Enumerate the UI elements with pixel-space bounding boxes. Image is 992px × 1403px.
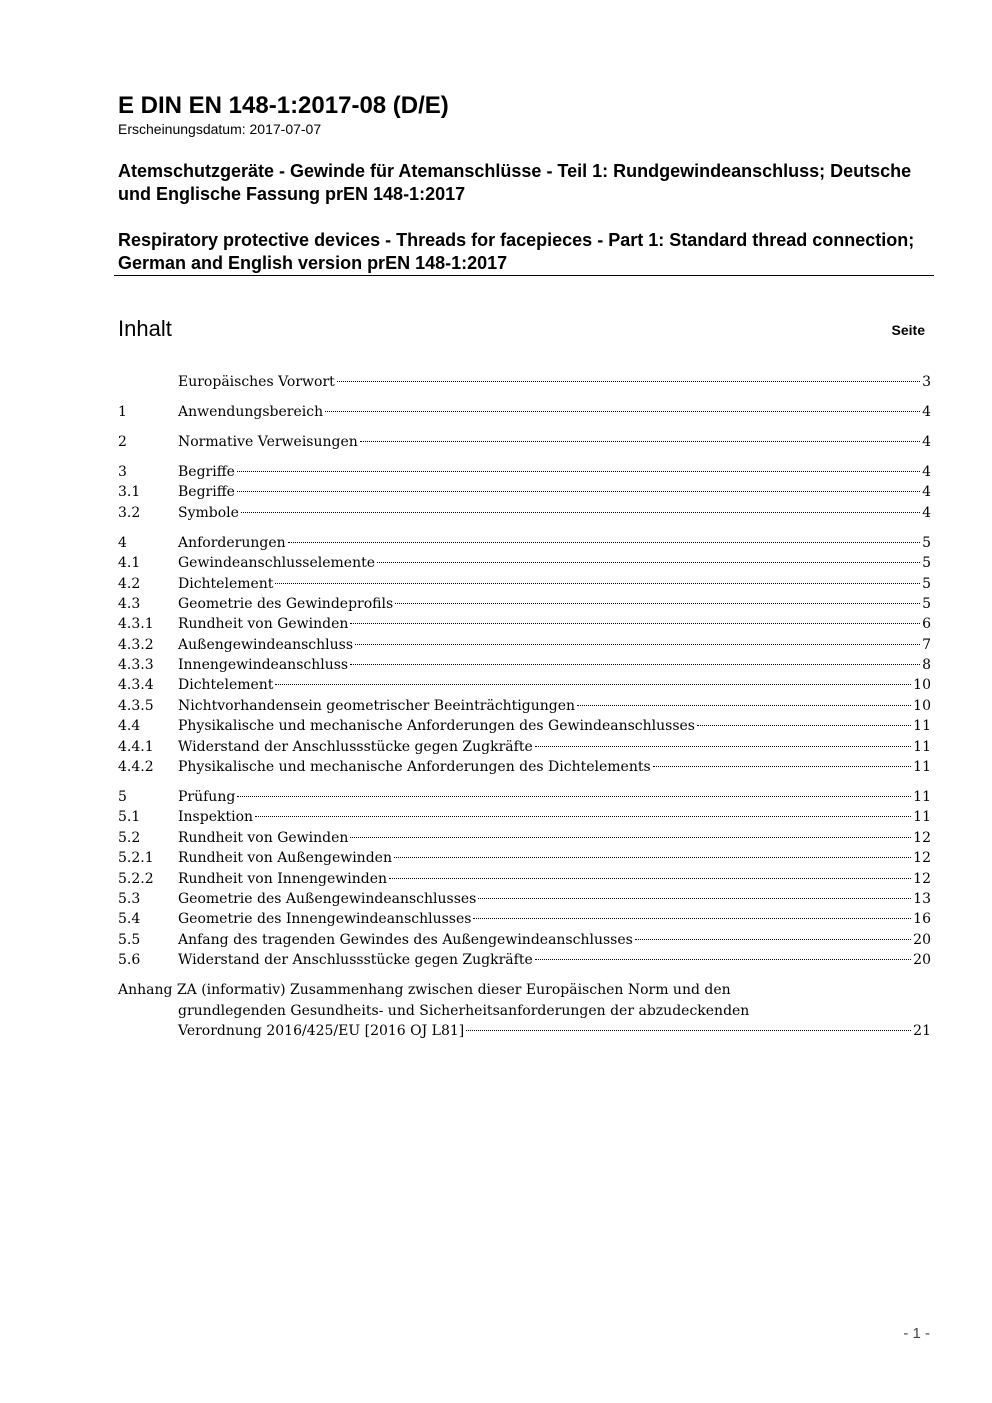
toc-entry-number: 4.4 bbox=[118, 718, 141, 735]
dot-leader bbox=[395, 603, 920, 604]
toc-entry-label: Anforderungen bbox=[178, 534, 286, 551]
dot-leader bbox=[473, 918, 911, 919]
toc-entry-number: 4.3.3 bbox=[118, 657, 154, 674]
toc-entry-label: Rundheit von Gewinden bbox=[178, 829, 349, 846]
toc-entry-page: 11 bbox=[913, 759, 931, 776]
annex-label-end: Verordnung 2016/425/EU [2016 OJ L81] bbox=[178, 1022, 465, 1039]
dot-leader bbox=[237, 491, 920, 492]
toc-entry-label: Rundheit von Gewinden bbox=[178, 616, 349, 633]
dot-leader bbox=[389, 878, 911, 879]
toc-entry-number: 5.5 bbox=[118, 931, 141, 948]
toc-entry[interactable] bbox=[118, 574, 931, 594]
toc-entry-label: Nichtvorhandensein geometrischer Beeinträchtigungen bbox=[178, 697, 576, 714]
toc-entry-label: Begriffe bbox=[178, 463, 235, 480]
toc-entry[interactable] bbox=[118, 675, 931, 695]
toc-entry[interactable] bbox=[118, 533, 931, 553]
toc-entry-number: 4.3.5 bbox=[118, 697, 154, 714]
toc-entry-page: 20 bbox=[913, 952, 931, 969]
toc-entry[interactable] bbox=[118, 889, 931, 909]
toc-entry-number: 3.1 bbox=[118, 484, 141, 501]
toc-entry-page: 5 bbox=[922, 575, 931, 592]
dot-leader bbox=[288, 542, 920, 543]
dot-leader bbox=[577, 705, 911, 706]
toc-entry-page: 10 bbox=[913, 677, 931, 694]
toc-entry-label: Anwendungsbereich bbox=[178, 403, 324, 420]
dot-leader bbox=[535, 746, 911, 747]
toc-entry[interactable] bbox=[118, 553, 931, 573]
toc-entry-page: 12 bbox=[913, 829, 931, 846]
toc-entry-number: 5.4 bbox=[118, 911, 141, 928]
dot-leader bbox=[337, 381, 920, 382]
toc-entry-number: 5.1 bbox=[118, 809, 141, 826]
toc-entry-page: 5 bbox=[922, 595, 931, 612]
toc-entry-number: 4.4.2 bbox=[118, 759, 154, 776]
dot-leader bbox=[350, 623, 920, 624]
dot-leader bbox=[653, 766, 912, 767]
toc-entry[interactable] bbox=[118, 372, 931, 392]
toc-entry-label: Geometrie des Gewindeprofils bbox=[178, 595, 394, 612]
toc-entry[interactable] bbox=[118, 807, 931, 827]
toc-entry-page: 4 bbox=[922, 433, 931, 450]
toc-entry-page: 6 bbox=[922, 616, 931, 633]
toc-entry-page: 5 bbox=[922, 534, 931, 551]
dot-leader bbox=[255, 816, 911, 817]
toc-entry[interactable] bbox=[118, 482, 931, 502]
toc-entry-label: Außengewindeanschluss bbox=[178, 636, 354, 653]
toc-entry-label: Geometrie des Außengewindeanschlusses bbox=[178, 890, 477, 907]
toc-entry-number: 4.3 bbox=[118, 595, 141, 612]
toc-entry-number: 2 bbox=[118, 433, 127, 450]
toc-entry[interactable] bbox=[118, 402, 931, 422]
annex-line-2: grundlegenden Gesundheits- und Sicherheitsanforderungen der abzudeckenden bbox=[178, 1002, 750, 1019]
toc-entry-page: 3 bbox=[922, 374, 931, 390]
toc-entry-label: Prüfung bbox=[178, 789, 236, 805]
toc-entry-number: 5.2 bbox=[118, 829, 141, 846]
dot-leader bbox=[377, 562, 920, 563]
toc-entry-number: 4.3.2 bbox=[118, 636, 154, 653]
toc-entry[interactable] bbox=[118, 869, 931, 889]
toc-entry[interactable] bbox=[118, 635, 931, 655]
toc-entry[interactable] bbox=[118, 462, 931, 482]
annex-page: 21 bbox=[913, 1022, 931, 1039]
toc-entry[interactable] bbox=[118, 909, 931, 929]
title-english: Respiratory protective devices - Threads for facepieces - Part 1: Standard thread connection; German and English version prEN 148-1:2017 bbox=[118, 230, 915, 273]
toc-entry-page: 16 bbox=[913, 911, 931, 928]
toc-entry-page: 10 bbox=[913, 697, 931, 714]
toc-entry-page: 4 bbox=[922, 504, 931, 521]
toc-entry-page: 13 bbox=[913, 890, 931, 907]
toc-entry-number: 1 bbox=[118, 403, 127, 420]
toc-entry-page: 8 bbox=[922, 657, 931, 674]
toc-entry-label: Rundheit von Außengewinden bbox=[178, 850, 392, 867]
toc-entry[interactable] bbox=[118, 696, 931, 716]
dot-leader bbox=[635, 939, 911, 940]
toc-entry-page: 4 bbox=[922, 484, 931, 501]
toc-entry[interactable] bbox=[118, 848, 931, 868]
toc-entry[interactable] bbox=[118, 716, 931, 736]
toc-entry-label: Rundheit von Innengewinden bbox=[178, 870, 388, 887]
toc-entry-label: Geometrie des Innengewindeanschlusses bbox=[178, 911, 472, 928]
toc-entry-number: 3.2 bbox=[118, 504, 141, 521]
toc-entry-label: Physikalische und mechanische Anforderungen des Gewindeanschlusses bbox=[178, 718, 695, 735]
toc-entry-label: Innengewindeanschluss bbox=[178, 657, 349, 674]
toc-entry[interactable] bbox=[118, 737, 931, 757]
dot-leader bbox=[241, 512, 920, 513]
title-divider bbox=[114, 275, 934, 276]
dot-leader bbox=[350, 664, 920, 665]
toc-entry-label: Dichtelement bbox=[178, 575, 274, 592]
toc-entry-label: Normative Verweisungen bbox=[178, 433, 358, 450]
toc-entry-page: 7 bbox=[922, 636, 931, 653]
toc-entry-page: 20 bbox=[913, 931, 931, 948]
toc-entry-number: 5.6 bbox=[118, 952, 141, 969]
dot-leader bbox=[535, 959, 911, 960]
toc-entry-label: Widerstand der Anschlussstücke gegen Zugkräfte bbox=[178, 738, 533, 755]
toc-entry-page: 5 bbox=[922, 555, 931, 572]
toc-heading: Inhalt bbox=[118, 316, 172, 341]
table-of-contents bbox=[118, 372, 931, 1041]
dot-leader bbox=[275, 583, 920, 584]
toc-entry-number: 4.3.4 bbox=[118, 677, 154, 694]
toc-entry-number: 5 bbox=[118, 789, 127, 805]
toc-entry[interactable] bbox=[118, 757, 931, 777]
toc-entry-number: 5.3 bbox=[118, 890, 141, 907]
title-german: Atemschutzgeräte - Gewinde für Atemanschlüsse - Teil 1: Rundgewindeanschluss; Deutsche und Englische Fassung prEN 148-1:2017 bbox=[118, 161, 912, 204]
toc-entry-label: Anfang des tragenden Gewindes des Außengewindeanschlusses bbox=[178, 931, 633, 948]
toc-entry-number: 4 bbox=[118, 534, 127, 551]
toc-entry-number: 5.2.1 bbox=[118, 850, 154, 867]
toc-entry-page: 11 bbox=[913, 718, 931, 735]
toc-entry[interactable] bbox=[118, 787, 931, 807]
dot-leader bbox=[275, 684, 911, 685]
toc-entry[interactable] bbox=[118, 614, 931, 634]
dot-leader bbox=[355, 644, 920, 645]
toc-entry-label: Dichtelement bbox=[178, 677, 274, 694]
toc-entry-label: Symbole bbox=[178, 504, 239, 521]
toc-entry-label: Physikalische und mechanische Anforderungen des Dichtelements bbox=[178, 759, 651, 776]
toc-annex-entry[interactable] bbox=[118, 980, 931, 1041]
toc-entry[interactable] bbox=[118, 930, 931, 950]
page-column-label: Seite bbox=[891, 322, 925, 338]
toc-entry-page: 12 bbox=[913, 870, 931, 887]
dot-leader bbox=[697, 725, 911, 726]
toc-entry-page: 11 bbox=[913, 738, 931, 755]
toc-entry[interactable] bbox=[118, 432, 931, 452]
toc-entry-number: 4.3.1 bbox=[118, 616, 154, 633]
toc-entry-number: 4.1 bbox=[118, 555, 141, 572]
toc-entry-number: 3 bbox=[118, 463, 127, 480]
toc-entry-label: Inspektion bbox=[178, 809, 254, 826]
toc-entry[interactable] bbox=[118, 594, 931, 614]
toc-entry-label: Gewindeanschlusselemente bbox=[178, 555, 375, 572]
page-number: - 1 - bbox=[903, 1325, 930, 1342]
dot-leader bbox=[350, 837, 911, 838]
toc-entry[interactable] bbox=[118, 828, 931, 848]
dot-leader bbox=[360, 441, 920, 442]
publication-date: Erscheinungsdatum: 2017-07-07 bbox=[118, 121, 322, 137]
dot-leader bbox=[466, 1030, 911, 1031]
toc-entry[interactable] bbox=[118, 655, 931, 675]
toc-entry-page: 4 bbox=[922, 463, 931, 480]
toc-entry-page: 11 bbox=[913, 809, 931, 826]
dot-leader bbox=[478, 898, 911, 899]
toc-entry-number: 4.2 bbox=[118, 575, 141, 592]
toc-entry-page: 12 bbox=[913, 850, 931, 867]
toc-entry-label: Widerstand der Anschlussstücke gegen Zugkräfte bbox=[178, 952, 533, 969]
toc-entry-page: 4 bbox=[922, 403, 931, 420]
toc-entry[interactable] bbox=[118, 503, 931, 523]
document-number: E DIN EN 148-1:2017-08 (D/E) bbox=[118, 92, 449, 119]
toc-entry-label: Begriffe bbox=[178, 484, 235, 501]
dot-leader bbox=[394, 857, 911, 858]
toc-entry[interactable] bbox=[118, 950, 931, 970]
dot-leader bbox=[325, 411, 920, 412]
toc-entry-page: 11 bbox=[913, 789, 931, 805]
annex-line-3 bbox=[118, 1021, 931, 1041]
toc-entry-number: 5.2.2 bbox=[118, 870, 154, 887]
annex-line-1: Anhang ZA (informativ) Zusammenhang zwischen dieser Europäischen Norm und den bbox=[118, 982, 731, 999]
dot-leader bbox=[237, 796, 911, 797]
toc-entry-number: 4.4.1 bbox=[118, 738, 154, 755]
toc-entry-label: Europäisches Vorwort bbox=[178, 374, 335, 390]
dot-leader bbox=[237, 471, 920, 472]
